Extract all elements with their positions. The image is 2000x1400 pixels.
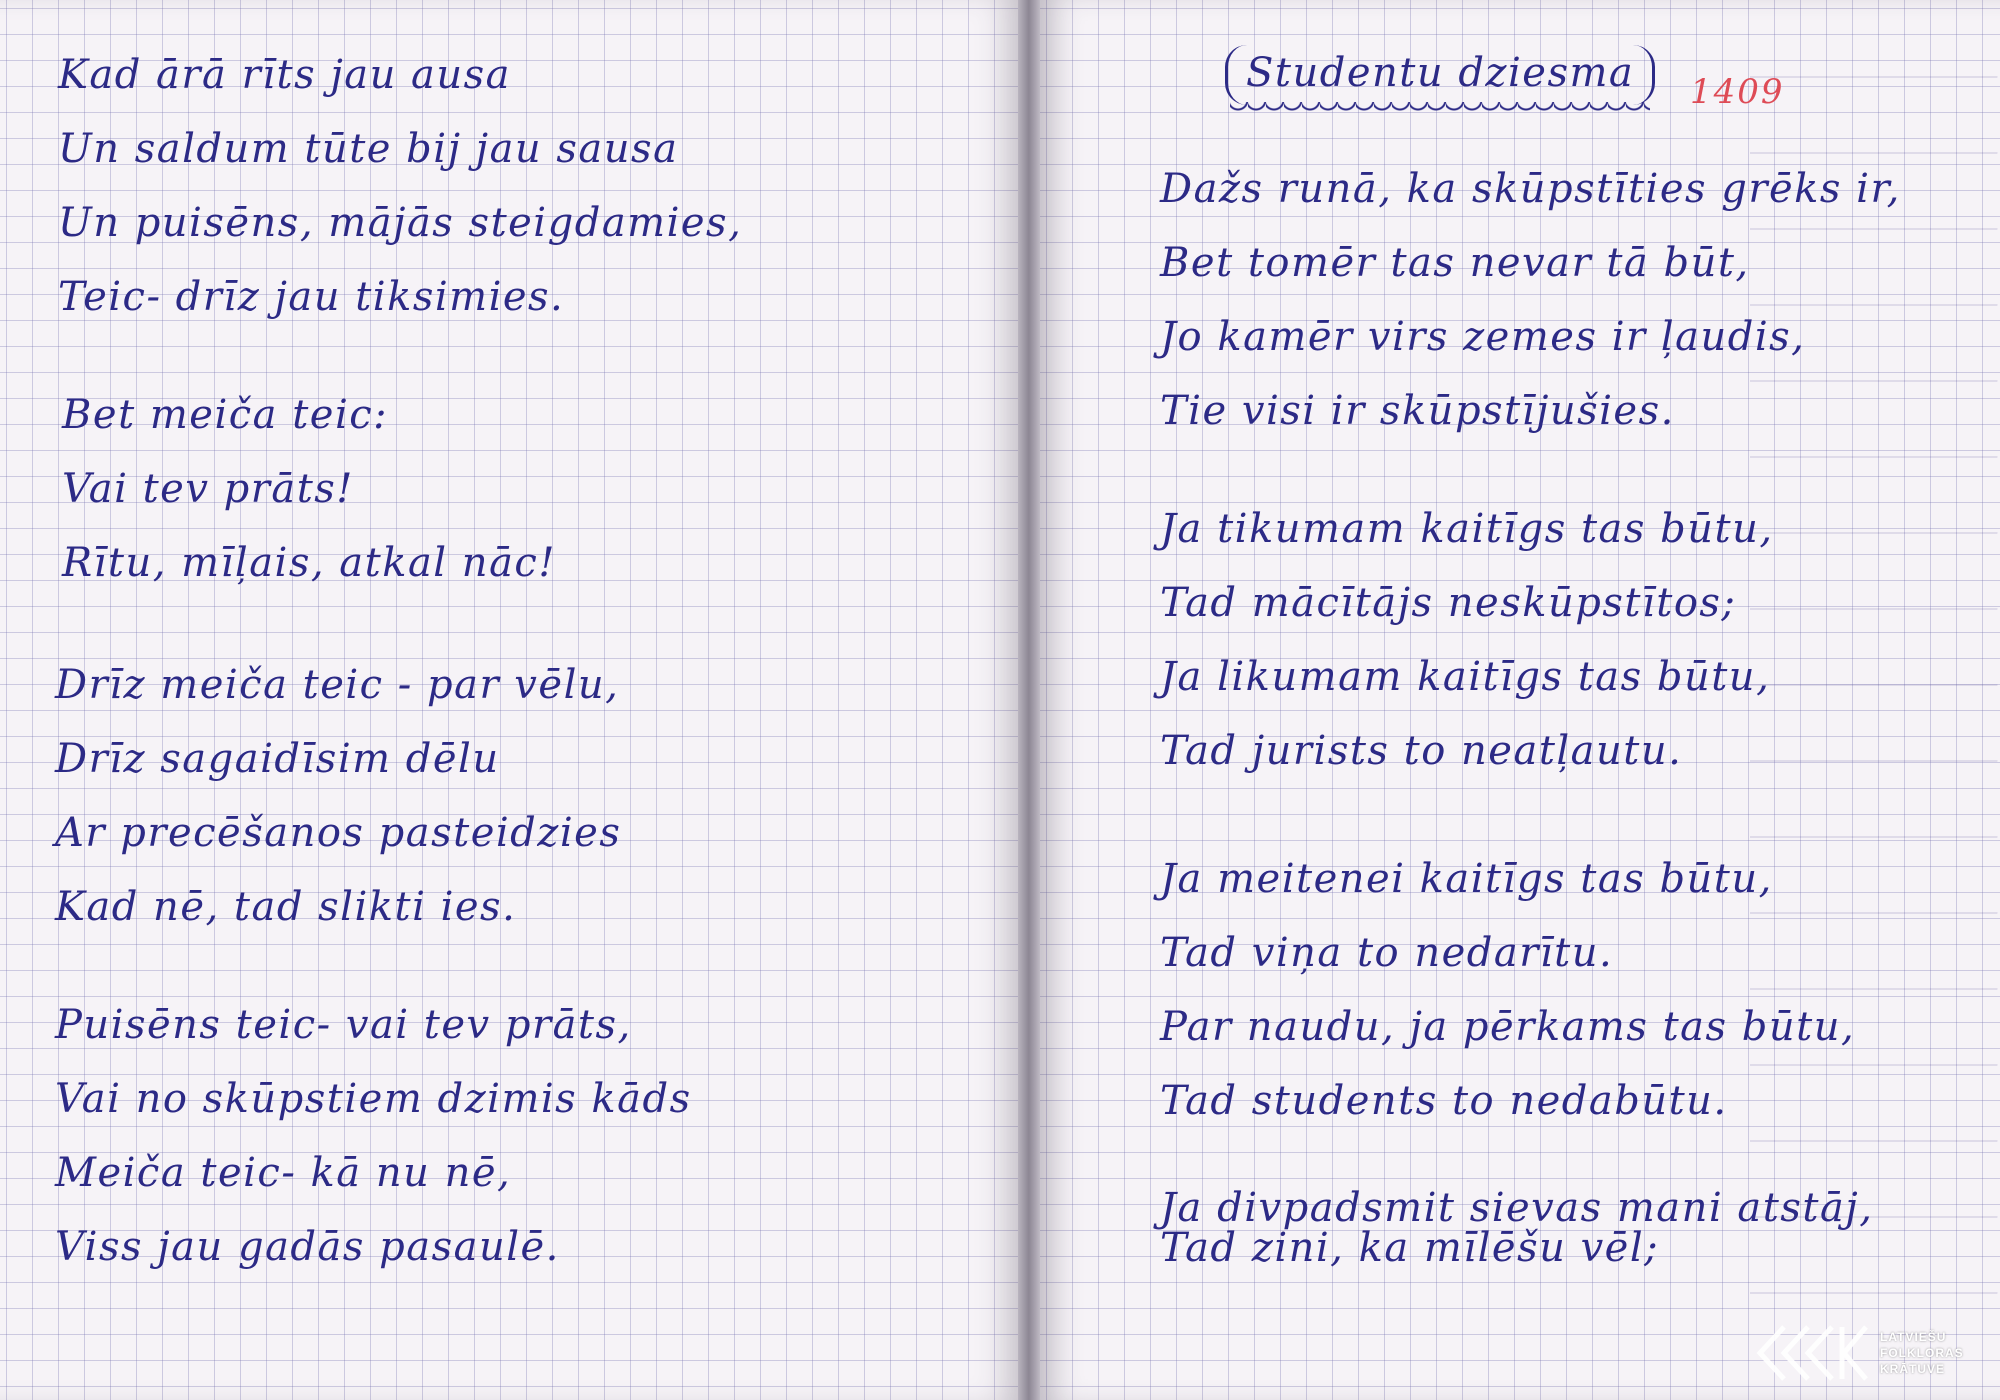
verse-line: Viss jau gadās pasaulē. — [55, 1224, 560, 1270]
verse-line: Ja meitenei kaitīgs tas būtu, — [1160, 856, 1773, 902]
right-stanza-2 — [1160, 492, 1774, 788]
verse-line: Teic- drīz jau tiksimies. — [58, 274, 565, 320]
verse-line: Tad students to nedabūtu. — [1160, 1078, 1728, 1124]
archive-logo-icon — [1750, 1321, 1870, 1385]
archive-logo-text — [1880, 1329, 1964, 1377]
left-stanza-3 — [55, 648, 621, 944]
verse-line: Tad viņa to nedarītu. — [1160, 930, 1614, 976]
left-stanza-2 — [62, 378, 556, 600]
left-stanza-1 — [58, 38, 742, 334]
verse-line: Ar precēšanos pasteidzies — [55, 810, 622, 856]
verse-line: Ja tikumam kaitīgs tas būtu, — [1160, 506, 1774, 552]
song-title: Studentu dziesma — [1225, 45, 1655, 105]
verse-line: Tad zini, ka mīlēšu vēl; — [1160, 1225, 1660, 1271]
verse-line: Tie visi ir skūpstījušies. — [1160, 388, 1675, 434]
verse-line: Un puisēns, mājās steigdamies, — [58, 200, 743, 246]
verse-line: Meiča teic- kā nu nē, — [55, 1150, 512, 1196]
verse-line: Jo kamēr virs zemes ir ļaudis, — [1160, 314, 1806, 360]
verse-line: Dažs runā, ka skūpstīties grēks ir, — [1160, 166, 1901, 212]
show-through-ink — [1750, 40, 2000, 1380]
title-wavy-underline — [1230, 102, 1650, 112]
verse-line: Drīz meiča teic - par vēlu, — [55, 662, 620, 708]
book-gutter — [1018, 0, 1042, 1400]
verse-line: Ja likumam kaitīgs tas būtu, — [1160, 654, 1771, 700]
archive-logo — [1750, 1318, 1986, 1388]
verse-line: Un saldum tūte bij jau sausa — [58, 126, 679, 172]
page-number: 1409 — [1690, 72, 1785, 112]
verse-line: Puisēns teic- vai tev prāts, — [55, 1002, 632, 1048]
verse-line: Bet meiča teic: — [62, 392, 389, 438]
verse-line: Bet tomēr tas nevar tā būt, — [1160, 240, 1750, 286]
verse-line: Par naudu, ja pērkams tas būtu, — [1160, 1004, 1856, 1050]
verse-line: Ja divpadsmit sievas mani atstāj, — [1160, 1185, 1874, 1231]
verse-line: Vai no skūpstiem dzimis kāds — [55, 1076, 692, 1122]
archive-logo-line: LATVIEŠU — [1880, 1330, 1947, 1344]
verse-line: Drīz sagaidīsim dēlu — [55, 736, 500, 782]
verse-line: Rītu, mīļais, atkal nāc! — [62, 540, 556, 586]
archive-logo-line: FOLKLORAS — [1880, 1346, 1964, 1360]
verse-line: Vai tev prāts! — [62, 466, 354, 512]
archive-logo-line: KRĀTUVE — [1880, 1362, 1946, 1376]
verse-line: Kad nē, tad slikti ies. — [55, 884, 517, 930]
verse-line: Kad ārā rīts jau ausa — [58, 52, 512, 98]
verse-line: Tad mācītājs neskūpstītos; — [1160, 580, 1737, 626]
verse-line: Tad jurists to neatļautu. — [1160, 728, 1683, 774]
left-stanza-4 — [55, 988, 692, 1284]
